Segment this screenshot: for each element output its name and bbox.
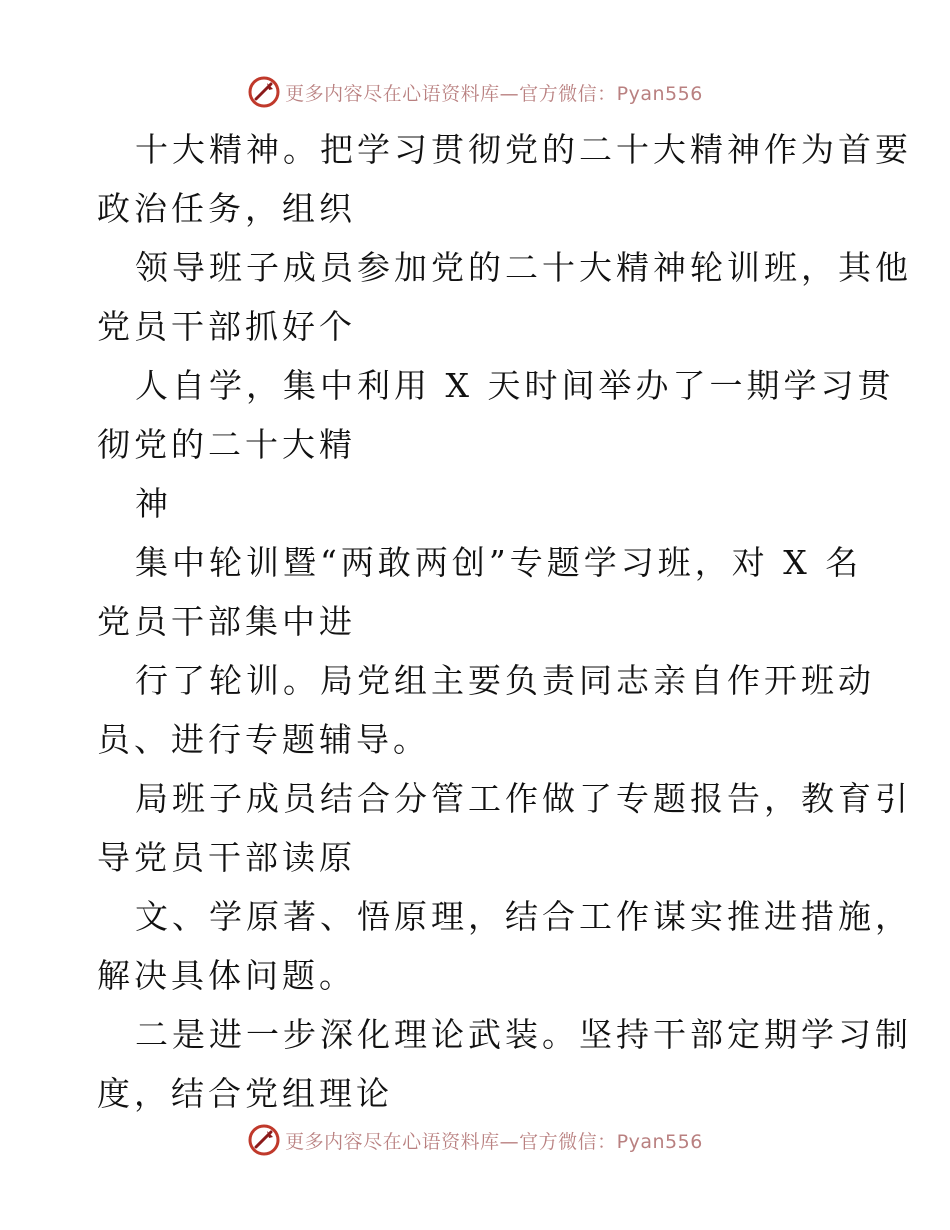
header-banner-text: 更多内容尽在心语资料库—官方微信：Pyan556 — [285, 82, 703, 105]
document-body — [97, 120, 912, 1123]
footer-banner — [0, 1120, 950, 1160]
paragraph: 人自学，集中利用 X 天时间举办了一期学习贯 彻党的二十大精 — [97, 366, 895, 464]
paragraph: 集中轮训暨“两敢两创”专题学习班，对 X 名 党员干部集中进 — [97, 543, 863, 641]
paragraph: 局班子成员结合分管工作做了专题报告，教育引 导党员干部读原 — [97, 779, 912, 877]
header-banner — [0, 72, 950, 112]
paragraph: 二是进一步深化理论武装。坚持干部定期学习制 度，结合党组理论 — [97, 1015, 912, 1113]
paragraph: 领导班子成员参加党的二十大精神轮训班，其他 党员干部抓好个 — [97, 248, 912, 346]
brand-logo-icon — [247, 75, 281, 109]
paragraph: 行了轮训。局党组主要负责同志亲自作开班动 员、进行专题辅导。 — [97, 661, 875, 759]
brand-logo-icon — [247, 1123, 281, 1157]
paragraph: 文、学原著、悟原理，结合工作谋实推进措施， 解决具体问题。 — [97, 897, 912, 995]
paragraph: 十大精神。把学习贯彻党的二十大精神作为首要 政治任务，组织 — [97, 130, 912, 228]
footer-banner-text: 更多内容尽在心语资料库—官方微信：Pyan556 — [285, 1130, 703, 1153]
paragraph: 神 — [135, 484, 172, 523]
